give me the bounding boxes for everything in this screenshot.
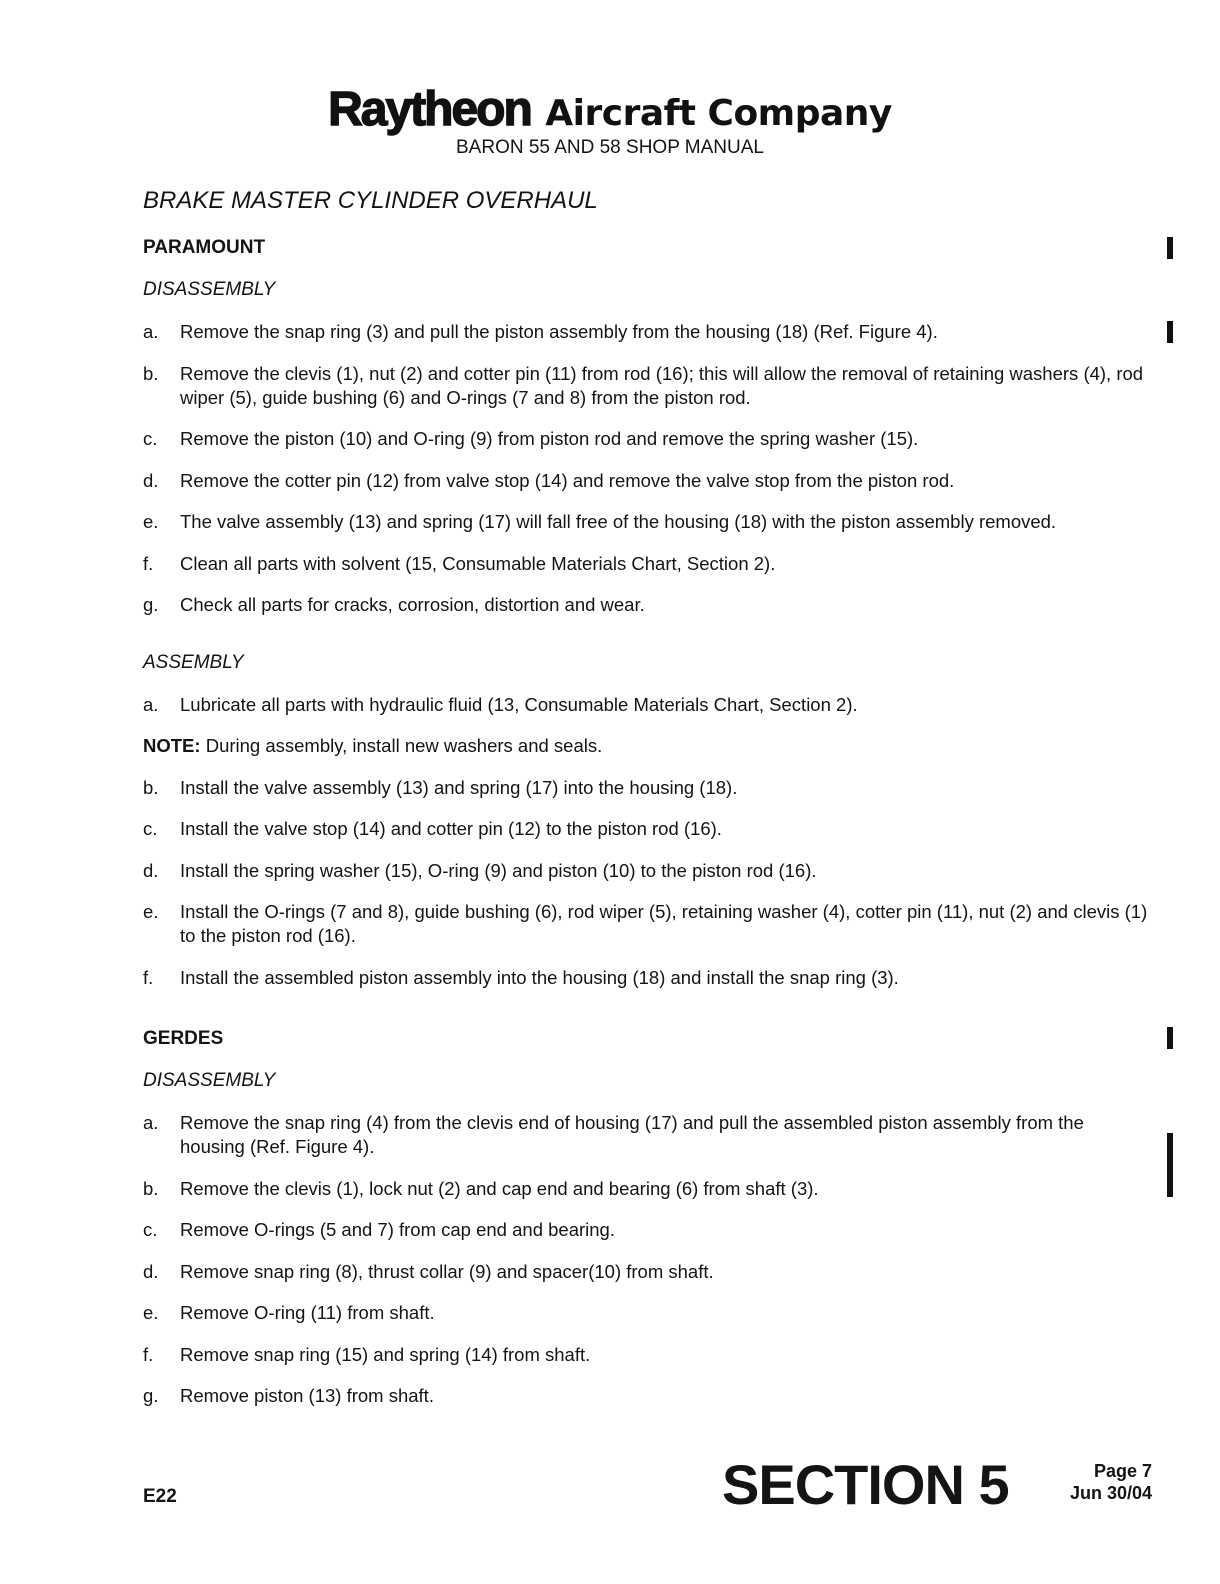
change-bar <box>1167 1133 1173 1197</box>
list-item <box>143 1177 1153 1201</box>
page-number: Page 7 <box>1093 1461 1152 1481</box>
item-letter: b. <box>143 362 159 384</box>
list-item <box>143 593 1153 617</box>
revision-date: Jun 30/04 <box>1069 1483 1152 1503</box>
list-item <box>143 510 1153 534</box>
gerdes-disassembly-list <box>143 1111 1153 1408</box>
item-text: Remove the piston (10) and O-ring (9) from piston rod and remove the spring washer (15). <box>180 428 919 449</box>
item-text: Remove O-ring (11) from shaft. <box>180 1302 435 1323</box>
subheading-paramount-disassembly: DISASSEMBLY <box>143 279 276 300</box>
subheading-gerdes-disassembly: DISASSEMBLY <box>143 1070 276 1091</box>
spacer <box>143 635 1153 651</box>
footer-section: SECTION 5 <box>722 1453 1009 1516</box>
list-item <box>143 1111 1153 1159</box>
note-text: During assembly, install new washers and seals. <box>205 735 603 756</box>
item-letter: a. <box>143 1112 159 1133</box>
item-text: Remove piston (13) from shaft. <box>180 1385 434 1406</box>
item-text: Install the O-rings (7 and 8), guide bushing (6), rod wiper (5), retaining washer (4), cotter pin (11), nut (2) and clevis (1) to the piston rod (16). <box>180 901 1148 946</box>
page-title: BRAKE MASTER CYLINDER OVERHAUL <box>143 187 598 214</box>
list-item <box>143 1260 1153 1284</box>
subheading-paramount-assembly: ASSEMBLY <box>143 651 244 673</box>
item-text: Remove the clevis (1), nut (2) and cotter pin (11) from rod (16); this will allow the removal of retaining washers (4), rod wiper (5), guide bushing (6) and O-rings (7 and 8) from the piston rod. <box>180 362 1144 408</box>
item-letter: g. <box>143 594 159 615</box>
item-letter: a. <box>143 321 159 342</box>
spacer <box>143 1007 1153 1027</box>
item-text: Install the spring washer (15), O-ring (9) and piston (10) to the piston rod (16). <box>180 859 817 881</box>
list-item <box>143 362 1153 410</box>
item-text: Install the assembled piston assembly into the housing (18) and install the snap ring (3). <box>180 966 899 988</box>
item-text: Remove the cotter pin (12) from valve stop (14) and remove the valve stop from the piston rod. <box>180 469 955 491</box>
item-letter: b. <box>143 1177 159 1199</box>
item-text: The valve assembly (13) and spring (17) will fall free of the housing (18) with the piston assembly removed. <box>180 511 1057 532</box>
footer-code: E22 <box>143 1486 177 1507</box>
item-text: Check all parts for cracks, corrosion, distortion and wear. <box>180 594 645 615</box>
section-heading-paramount: PARAMOUNT <box>143 237 266 258</box>
section-heading-gerdes: GERDES <box>143 1028 224 1049</box>
item-letter: e. <box>143 901 159 922</box>
item-letter: c. <box>143 428 158 449</box>
item-text: Remove snap ring (8), thrust collar (9) and spacer(10) from shaft. <box>180 1260 714 1282</box>
brand-company: Aircraft Company <box>545 93 892 134</box>
paramount-assembly-list <box>143 776 1153 990</box>
footer-page-info <box>1070 1460 1152 1504</box>
list-item <box>143 427 1153 451</box>
change-bar <box>1167 321 1173 343</box>
item-letter: e. <box>143 1302 159 1323</box>
item-letter: f. <box>143 552 154 574</box>
list-item <box>143 1343 1153 1367</box>
item-letter: c. <box>143 1219 158 1240</box>
item-text: Install the valve stop (14) and cotter pin (12) to the piston rod (16). <box>180 818 722 839</box>
item-text: Lubricate all parts with hydraulic fluid (13, Consumable Materials Chart, Section 2). <box>180 693 858 715</box>
page-header <box>0 82 1220 137</box>
list-item <box>143 1218 1153 1242</box>
list-item <box>143 900 1153 948</box>
document-body <box>143 186 1153 1426</box>
list-item <box>143 552 1153 576</box>
item-text: Remove O-rings (5 and 7) from cap end and bearing. <box>180 1219 615 1240</box>
item-letter: f. <box>143 1343 154 1365</box>
list-item <box>143 966 1153 990</box>
item-letter: e. <box>143 511 159 532</box>
change-bar <box>1167 1027 1173 1049</box>
list-item <box>143 859 1153 883</box>
item-text: Clean all parts with solvent (15, Consumable Materials Chart, Section 2). <box>180 552 776 574</box>
list-item <box>143 817 1153 841</box>
item-letter: d. <box>143 859 159 881</box>
item-text: Remove the clevis (1), lock nut (2) and cap end and bearing (6) from shaft (3). <box>180 1177 819 1199</box>
item-text: Install the valve assembly (13) and spring (17) into the housing (18). <box>180 776 738 798</box>
manual-subtitle: BARON 55 AND 58 SHOP MANUAL <box>456 137 764 158</box>
list-item <box>143 776 1153 800</box>
list-item <box>143 693 1153 717</box>
item-letter: a. <box>143 693 159 715</box>
list-item <box>143 1384 1153 1408</box>
list-item <box>143 320 1153 344</box>
item-letter: d. <box>143 1260 159 1282</box>
item-text: Remove the snap ring (4) from the clevis end of housing (17) and pull the assembled piston assembly from the housing (Ref. Figure 4). <box>180 1112 1084 1157</box>
item-letter: b. <box>143 776 159 798</box>
item-letter: d. <box>143 469 159 491</box>
change-bar <box>1167 237 1173 259</box>
item-text: Remove the snap ring (3) and pull the piston assembly from the housing (18) (Ref. Figure 4). <box>180 321 938 342</box>
note-label: NOTE: <box>143 735 201 756</box>
brand <box>328 82 892 137</box>
item-letter: c. <box>143 818 158 839</box>
paramount-disassembly-list <box>143 320 1153 617</box>
list-item <box>143 1301 1153 1325</box>
note <box>143 734 1153 758</box>
paramount-assembly-list-a <box>143 693 1153 717</box>
list-item <box>143 469 1153 493</box>
item-text: Remove snap ring (15) and spring (14) from shaft. <box>180 1343 591 1365</box>
item-letter: g. <box>143 1385 159 1406</box>
item-letter: f. <box>143 966 154 988</box>
brand-logo: Raytheon <box>328 83 531 136</box>
